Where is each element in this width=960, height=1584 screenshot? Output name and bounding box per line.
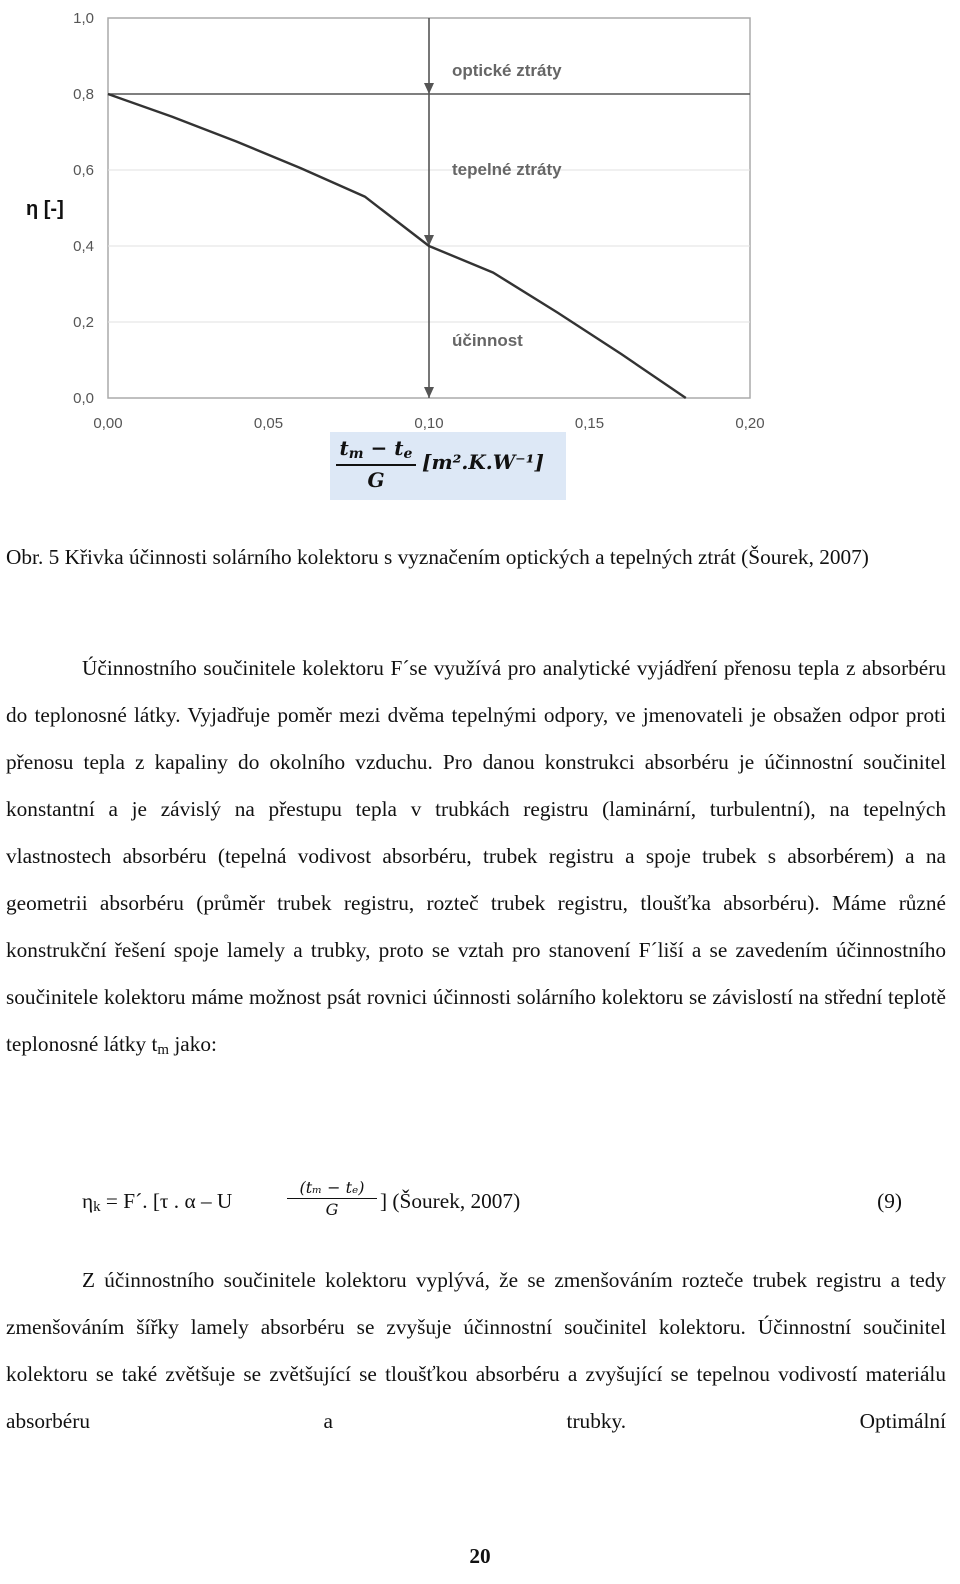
x-axis-label-unit: [m².K.W⁻¹] <box>422 450 544 474</box>
figure-caption: Obr. 5 Křivka účinnosti solárního kolektoru s vyznačením optických a tepelných ztrát (Šourek, 2007) <box>6 545 869 569</box>
efficiency-chart <box>0 0 960 510</box>
x-axis-label-fraction <box>336 436 416 492</box>
x-axis-label-denominator: G <box>367 468 385 492</box>
equation-fraction-numerator: (tₘ − tₑ) <box>287 1178 377 1199</box>
x-tick-label: 0,05 <box>253 415 284 432</box>
annotation-optical-losses: optické ztráty <box>452 61 562 80</box>
equation-fraction-denominator: G <box>325 1200 339 1219</box>
x-tick-label: 0,20 <box>735 415 765 432</box>
equation-9 <box>82 1178 902 1230</box>
annotation-thermal-losses: tepelné ztráty <box>452 160 562 179</box>
x-tick-label: 0,10 <box>414 415 444 432</box>
x-axis-label-numerator: $t_m - t_e$ <box>336 436 416 466</box>
x-tick-label: 0,00 <box>93 415 123 432</box>
paragraph-2: Z účinnostního součinitele kolektoru vyplývá, že se zmenšováním rozteče trubek registru a tedy zmenšováním šířky lamely absorbéru se zvyšuje účinnostní součinitel kolektoru. Účinnostní součinitel kolektoru se také zvětšuje se zvětšující se tloušťkou absorbéru a zvyšující se tepelnou vodivostí materiálu absorbéru a trubky. Optimální <box>6 1268 946 1433</box>
paragraph-1: Účinnostního součinitele kolektoru F´se využívá pro analytické vyjádření přenosu tepla z absorbéru do teplonosné látky. Vyjadřuje poměr mezi dvěma tepelnými odpory, ve jmenovateli je obsažen odpor proti přenosu tepla z kapaliny do okolního vzduchu. Pro danou konstrukci absorbéru je účinnostní součinitel konstantní a je závislý na přestupu tepla v trubkách registru (laminární, turbulentní), na tepelných vlastnostech absorbéru (tepelná vodivost absorbéru, trubek registru a spoje trubek s absorbérem) a na geometrii absorbéru (průměr trubek registru, rozteč trubek registru, tloušťka absorbéru). Máme různé konstrukční řešení spoje lamely a trubky, proto se vztah pro stanovení F´liší a se zavedením účinnostního součinitele kolektoru máme možnost psát rovnici účinnosti solárního kolektoru se závislostí na střední teplotě teplonosné látky $t_m$ jako: <box>6 656 946 1058</box>
y-tick-label: 0,0 <box>73 390 94 407</box>
x-tick-label: 0,15 <box>574 415 605 432</box>
y-tick-label: 0,8 <box>73 86 94 103</box>
equation-number: (9) <box>877 1189 902 1213</box>
y-tick-label: 0,2 <box>73 314 94 331</box>
equation-rhs: ] (Šourek, 2007) <box>380 1189 521 1213</box>
y-tick-label: 0,4 <box>73 238 94 255</box>
x-axis-label <box>330 432 566 500</box>
y-tick-label: 1,0 <box>73 10 94 27</box>
equation-fraction <box>287 1178 377 1219</box>
equation-lhs: $\eta_k$ = F´. [τ . α – U <box>82 1189 233 1215</box>
y-axis-label: η [-] <box>26 198 64 220</box>
annotation-efficiency: účinnost <box>452 331 523 350</box>
page-number: 20 <box>469 1544 491 1568</box>
y-tick-label: 0,6 <box>73 162 94 179</box>
